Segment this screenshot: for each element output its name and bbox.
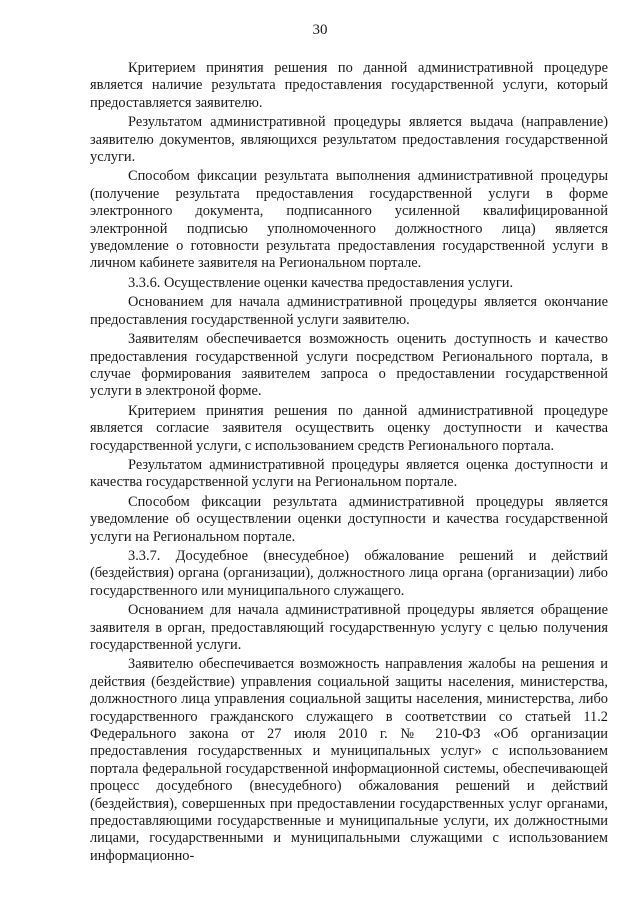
paragraph: Результатом административной процедуры является выдача (направление) заявителю документов, являющихся результатом предоставления государственной услуги. bbox=[90, 114, 608, 166]
section-heading-3-3-6: 3.3.6. Осуществление оценки качества предоставления услуги. bbox=[128, 274, 514, 291]
section-heading-3-3-7: 3.3.7. Досудебное (внесудебное) обжалование решений и действий (бездействия) органа (организации), должностного лица органа (организации) либо государственного или муниципального служащего. bbox=[90, 547, 608, 599]
page-number: 30 bbox=[312, 22, 328, 38]
paragraph: Заявителю обеспечивается возможность направления жалобы на решения и действия (бездействие) управления социальной защиты населения, министерства, должностного лица управления социальной защиты населения, министерства, либо государственного гражданского служащего в соответствии со статьей 11.2 Федерального закона от 27 июля 2010 г. № 210-ФЗ «Об организации предоставления государственных и муниципальных услуг» с использованием портала федеральной государственной информационной системы, обеспечивающей процесс досудебного (внесудебного) обжалования решений и действий (бездействия), совершенных при предоставлении государственных услуг органами, предоставляющими государственные и муниципальные услуги, их должностными лицами, государственными и муниципальными служащими с использованием информационно- bbox=[90, 656, 608, 864]
paragraph: Заявителям обеспечивается возможность оценить доступность и качество предоставления государственной услуги посредством Регионального портала, в случае формирования заявителем запроса о предоставлении государственной услуги в электроной форме. bbox=[90, 331, 608, 400]
paragraph: Основанием для начала административной процедуры является обращение заявителя в орган, предоставляющий государственную услугу с целью получения государственной услуги. bbox=[90, 602, 608, 653]
paragraph: Основанием для начала административной процедуры является окончание предоставления государственной услуги заявителю. bbox=[90, 294, 608, 328]
document-body bbox=[90, 60, 608, 867]
paragraph: Критерием принятия решения по данной административной процедуре является согласие заявителя осуществить оценку доступности и качества государственной услуги, с использованием средств Регионального портала. bbox=[90, 402, 608, 454]
paragraph: Способом фиксации результата административной процедуры является уведомление об осуществлении оценки доступности и качества государственной услуги на Региональном портале. bbox=[90, 493, 608, 545]
paragraph: Способом фиксации результата выполнения административной процедуры (получение результата предоставления государственной услуги в форме электронного документа, подписанного усиленной квалифицированной электронной подписью уполномоченного должностного лица) является уведомление о готовности результата предоставления государственной услуги в личном кабинете заявителя на Региональном портале. bbox=[90, 168, 608, 272]
paragraph: Результатом административной процедуры является оценка доступности и качества государственной услуги на Региональном портале. bbox=[90, 456, 608, 491]
paragraph: Критерием принятия решения по данной административной процедуре является наличие результата предоставления государственной услуги, который предоставляется заявителю. bbox=[90, 60, 608, 111]
